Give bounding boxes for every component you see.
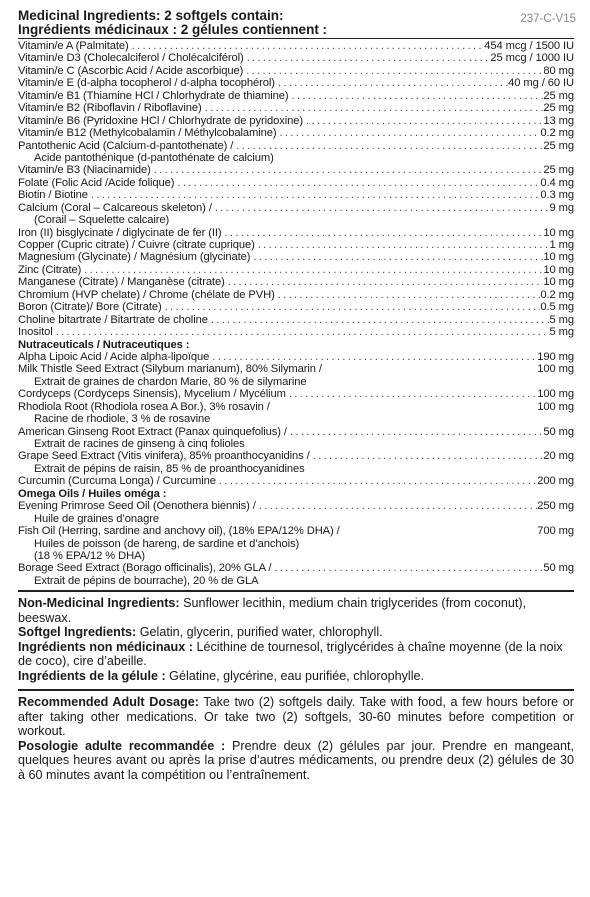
dot-leader [286,388,537,400]
ingredient-name: Vitamin/e B1 (Thiamine HCl / Chlorhydrate de thiamine) [18,89,289,102]
ingredient-row [18,127,574,139]
ingredient-continuation: Huiles de poisson (de hareng, de sardine et d’anchois) [34,537,300,550]
ingredient-amount: 5 mg [549,313,574,326]
ingredient-amount: 200 mg [537,475,574,488]
ingredient-name: Vitamin/e A (Palmitate) [18,40,129,52]
ingredient-row [18,562,574,574]
ingredient-continuation: (18 % EPA/12 % DHA) [34,549,146,562]
ingredient-row [18,426,574,438]
dot-leader [222,227,544,239]
softgel-text-fr: Gélatine, glycérine, eau purifiée, chlorophylle. [169,668,424,683]
dot-leader [288,90,543,102]
ingredient-name: Borage Seed Extract (Borago officinalis), 20% GLA / [18,562,272,575]
ingredient-name: Fish Oil (Herring, sardine and anchovy oil), (18% EPA/12% DHA) / [18,525,340,538]
ingredient-amount: 454 mcg / 1500 IU [484,40,574,52]
ingredients-table [18,40,574,587]
ingredient-row [18,363,574,375]
ingredient-name: Manganese (Citrate) / Manganèse (citrate) [18,276,225,289]
ingredient-name: Rhodiola Root (Rhodiola rosea A Bor.), 3% rosavin / [18,400,270,413]
ingredient-row [18,40,574,52]
ingredient-amount: 80 mg [543,64,574,77]
ingredient-name: Calcium (Coral – Calcareous skeleton) / [18,201,212,214]
ingredient-name: Copper (Cupric citrate) / Cuivre (citrate cuprique) [18,239,255,251]
dot-leader [174,177,540,189]
ingredient-continuation: Extrait de racines de ginseng à cinq folioles [34,438,245,450]
header-divider [18,38,574,39]
table-bottom-divider [18,590,574,592]
ingredient-continuation: Huile de graines d’onagre [34,512,159,525]
dosage-label-fr: Posologie adulte recommandée : [18,738,226,753]
section-heading: Omega Oils / Huiles oméga : [18,487,167,500]
ingredient-row [18,102,574,114]
title-french: Ingrédients médicinaux : 2 gélules contiennent : [18,21,328,37]
dot-leader [233,140,543,152]
ingredient-name: Vitamin/e B6 (Pyridoxine HCl / Chlorhydrate de pyridoxine) [18,114,303,127]
ingredient-row [18,90,574,102]
ingredient-continuation: (Corail – Squelette calcaire) [34,214,170,227]
dot-leader [53,326,550,338]
ingredient-row [18,301,574,313]
ingredient-row [18,164,574,176]
ingredient-name: Biotin / Biotine [18,189,88,202]
ingredient-name: Grape Seed Extract (Vitis vinifera), 85% proanthocyanidins / [18,450,310,463]
ingredient-amount: 0.4 mg [540,176,574,189]
ingredient-continuation: Racine de rhodiole, 3 % de rosavine [34,413,211,426]
ingredient-amount: 0.2 mg [540,288,574,301]
ingredient-name: Vitamin/e B2 (Riboflavin / Riboflavine) [18,102,202,115]
ingredient-name: Choline bitartrate / Bitartrate de choline [18,313,208,326]
ingredient-name: Folate (Folic Acid /Acide folique) [18,176,175,189]
ingredient-name: Inositol [18,326,53,339]
ingredient-amount: 190 mg [537,350,574,363]
dot-leader [310,450,544,462]
softgel-label-en: Softgel Ingredients: [18,625,137,640]
dot-leader [275,77,508,89]
ingredient-continuation: Extrait de pépins de bourrache), 20 % de GLA [34,574,259,587]
ingredient-amount: 0.2 mg [540,127,574,140]
ingredient-row [18,289,574,301]
ingredient-row [18,264,574,276]
non-medicinal-label-en: Non-Medicinal Ingredients: [18,596,180,611]
ingredient-name: Milk Thistle Seed Extract (Silybum marianum), 80% Silymarin / [18,363,322,376]
dosage-text-fr: Prendre deux (2) gélules par jour. Prendre en mangeant, quelques heures avant ou après la prise d’autres médicaments, ou prendre deux (2) gélules de 30 à 60 minutes avant la compétition ou l’entraînement. [18,738,574,782]
dot-leader [209,351,537,363]
ingredient-row [18,189,574,201]
ingredient-row [18,177,574,189]
ingredient-name: Vitamin/e E (d-alpha tocopherol / d-alpha tocophérol) [18,77,275,90]
softgel-label-fr: Ingrédients de la gélule : [18,668,166,683]
ingredient-continuation: Acide pantothénique (d-pantothénate de calcium) [34,151,274,164]
dot-leader [81,264,543,276]
ingredient-row [18,202,574,214]
dosage-divider [18,689,574,691]
ingredient-row [18,52,574,64]
ingredient-amount: 0.3 mg [540,189,574,202]
ingredient-name: Cordyceps (Cordyceps Sinensis), Mycelium / Mycélium [18,388,286,401]
ingredient-name: Vitamin/e B12 (Methylcobalamin / Méthylcobalamine) [18,127,277,140]
ingredient-row [18,450,574,462]
dot-leader [129,40,485,52]
supplement-label [18,9,574,782]
ingredient-amount: 50 mg [543,425,574,438]
dosage-section [18,695,574,782]
ingredient-amount: 40 mg / 60 IU [508,77,574,90]
ingredient-row [18,239,574,251]
ingredient-row [18,77,574,89]
dosage-label-en: Recommended Adult Dosage: [18,695,199,710]
ingredient-amount: 10 mg [543,276,574,289]
dot-leader [88,189,540,201]
dot-leader [271,562,543,574]
ingredient-row [18,65,574,77]
softgel-text-en: Gelatin, glycerin, purified water, chlorophyll. [139,625,383,640]
dot-leader [303,115,543,127]
ingredient-continuation: Extrait de pépins de raisin, 85 % de proanthocyanidines [34,462,305,475]
dot-leader [208,314,550,326]
dot-leader [216,475,537,487]
ingredient-amount: 100 mg [537,388,574,401]
ingredient-row [18,326,574,338]
ingredient-row [18,140,574,152]
ingredient-name: Zinc (Citrate) [18,263,82,276]
dot-leader [225,276,544,288]
ingredient-name: American Ginseng Root Extract (Panax quinquefolius) / [18,425,287,438]
ingredient-amount: 5 mg [549,326,574,339]
ingredient-amount: 25 mg [543,139,574,152]
ingredient-name: Vitamin/e C (Ascorbic Acid / Acide ascorbique) [18,64,244,77]
ingredient-name: Evening Primrose Seed Oil (Oenothera biennis) / [18,500,256,513]
ingredient-name: Alpha Lipoic Acid / Acide alpha-lipoïque [18,350,210,363]
ingredient-name: Curcumin (Curcuma Longa) / Curcumine [18,475,216,488]
label-header [18,9,574,36]
ingredient-amount: 10 mg [543,226,574,239]
ingredient-amount: 10 mg [543,263,574,276]
ingredient-amount: 100 mg [537,400,574,413]
ingredient-amount: 10 mg [543,251,574,264]
ingredient-amount: 9 mg [549,201,574,214]
ingredient-amount: 25 mcg / 1000 IU [490,52,574,65]
dot-leader [212,202,550,214]
non-medicinal-section [18,596,574,683]
dot-leader [151,164,544,176]
ingredient-row [18,227,574,239]
ingredient-row [18,314,574,326]
ingredient-amount: 13 mg [543,114,574,127]
ingredient-amount: 700 mg [537,525,574,538]
ingredient-row [18,500,574,512]
ingredient-amount: 25 mg [543,89,574,102]
dot-leader [255,239,550,251]
ingredient-name: Iron (II) bisglycinate / diglycinate de fer (II) [18,226,222,239]
non-medicinal-text-fr: Lécithine de tournesol, triglycérides à chaîne moyenne (de la noix de coco), cire d’abeille. [18,639,563,669]
ingredient-name: Vitamin/e D3 (Cholecalciferol / Cholécalciférol) [18,52,244,65]
ingredient-name: Chromium (HVP chelate) / Chrome (chélate de PVH) [18,288,275,301]
product-code: 237-C-V15 [520,13,576,25]
ingredient-amount: 250 mg [537,500,574,513]
ingredient-amount: 20 mg [543,450,574,463]
title-english: Medicinal Ingredients: 2 softgels contain: [18,8,284,23]
dosage-text-en: Take two (2) softgels daily. Take with food, a few hours before or after taking other medications. Or take two (2) softgels, 30-60 minutes before competition or workout. [18,695,575,739]
ingredient-amount: 50 mg [543,562,574,575]
ingredient-row [18,388,574,400]
ingredient-name: Magnesium (Glycinate) / Magnésium (glycinate) [18,251,251,264]
ingredient-amount: 1 mg [549,239,574,251]
dot-leader [244,52,491,64]
ingredient-amount: 0.5 mg [540,301,574,314]
dot-leader [162,301,541,313]
dot-leader [202,102,544,114]
ingredient-continuation: Extrait de graines de chardon Marie, 80 % de silymarine [34,375,307,388]
non-medicinal-label-fr: Ingrédients non médicinaux : [18,639,193,654]
ingredient-row [18,251,574,263]
ingredient-amount: 25 mg [543,102,574,115]
ingredient-row [18,115,574,127]
ingredient-row [18,475,574,487]
dot-leader [243,65,543,77]
ingredient-row [18,276,574,288]
dot-leader [275,289,541,301]
ingredient-amount: 100 mg [537,363,574,376]
ingredient-row [18,525,574,537]
dot-leader [256,500,537,512]
ingredient-row [18,351,574,363]
ingredient-name: Pantothenic Acid (Calcium-d-pantothenate) / [18,139,234,152]
section-heading: Nutraceuticals / Nutraceutiques : [18,338,190,351]
dot-leader [250,251,543,263]
non-medicinal-text-en: Sunflower lecithin, medium chain triglycerides (from coconut), beeswax. [18,596,527,625]
ingredient-row [18,401,574,413]
dot-leader [287,426,543,438]
ingredient-name: Vitamin/e B3 (Niacinamide) [18,164,151,177]
ingredient-name: Boron (Citrate)/ Bore (Citrate) [18,301,162,314]
ingredient-amount: 25 mg [543,164,574,177]
dot-leader [276,127,540,139]
